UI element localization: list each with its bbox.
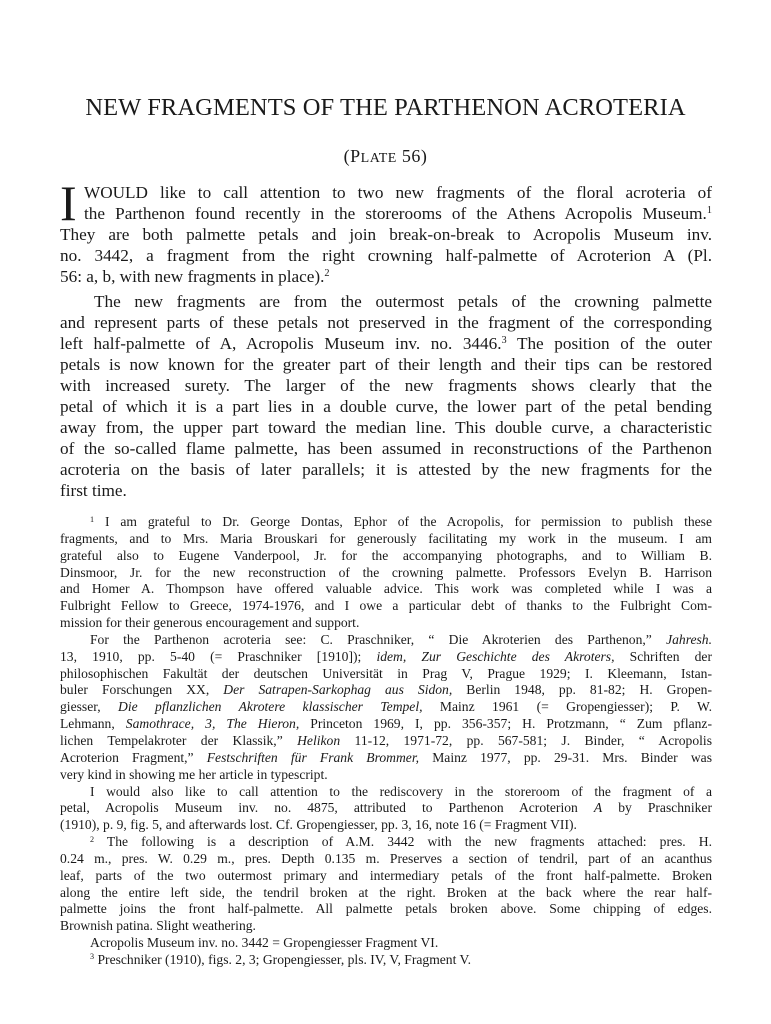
footnote-text: Preschniker (1910), figs. 2, 3; Gropengiesser, pls. IV, V, Fragment V.	[97, 951, 471, 967]
body-line	[60, 266, 712, 287]
body-line: away from, the upper part toward the median line. This double curve, a characteristic	[60, 418, 712, 437]
footnote-line	[60, 716, 712, 733]
footnote-line	[60, 649, 712, 666]
footnote-line	[60, 834, 712, 851]
paragraph-2	[60, 291, 712, 501]
footnote-line	[60, 682, 712, 699]
footnote-number-1: 1	[90, 514, 95, 524]
body-line-text: The position of the outer	[516, 334, 713, 353]
footnote-text: I am grateful to Dr. George Dontas, Ephor of the Acropolis, for permission to publish these	[104, 514, 712, 529]
footnote-line	[60, 699, 712, 716]
footnote-text: giesser,	[60, 699, 101, 715]
body-line	[84, 203, 712, 224]
footnote-text: Princeton 1969, I, pp. 356-357; H. Protzmann, “ Zum pflanz-	[310, 716, 712, 732]
footnote-line: Brownish patina. Slight weathering.	[60, 918, 256, 934]
body-line: They are both palmette petals and join break-on-break to Acropolis Museum inv.	[60, 225, 712, 244]
footnote-line: fragments, and to Mrs. Maria Brouskari for generously facilitating my work in the museum. I am	[60, 530, 712, 546]
footnote-text: by Praschniker	[618, 800, 712, 816]
plate-open: (P	[343, 146, 361, 166]
footnote-line	[60, 800, 712, 817]
body-line: of the so-called flame palmette, has been assumed in reconstructions of the Parthenon	[60, 439, 712, 458]
footnote-line	[60, 750, 712, 767]
footnote-line: along the entire left side, the tendril broken at the right. Broken at the back where the rear half-	[60, 884, 712, 900]
footnote-ref-1: 1	[706, 205, 712, 217]
footnote-line: palmette joins the front half-palmette. All palmette petals broken above. Some chipping of edges.	[60, 901, 712, 917]
body-line	[60, 333, 712, 354]
footnote-line: philosophischen Fakultät der deutschen Universität in Prag V, Prague 1929; I. Kleemann, Istan-	[60, 665, 712, 681]
footnote-ref-2: 2	[324, 268, 330, 280]
footnote-line	[60, 514, 712, 531]
footnote-line: (1910), p. 9, fig. 5, and afterwards lost. Cf. Gropengiesser, pp. 3, 16, note 16 (= Fragment VII).	[60, 817, 577, 833]
book-title: Samothrace, 3, The Hieron,	[125, 716, 300, 732]
drop-cap: I	[60, 175, 77, 231]
footnote-text: Berlin 1948, pp. 81-82; H. Gropen-	[466, 682, 712, 698]
footnote-text: 13, 1910, pp. 5-40 (= Praschniker [1910]);	[60, 648, 362, 664]
body-line: no. 3442, a fragment from the right crowning half-palmette of Acroterion A (Pl.	[60, 246, 712, 265]
paragraph-1	[60, 175, 712, 287]
footnote-text: 11-12, 1971-72, pp. 567-581; J. Binder, “ Acropolis	[354, 732, 712, 748]
footnote-text: buler Forschungen XX,	[60, 682, 210, 698]
footnote-number-3: 3	[90, 952, 95, 962]
plate-reference	[0, 146, 771, 167]
footnote-line	[60, 632, 712, 649]
body-line: first time.	[60, 481, 127, 500]
footnote-line: grateful also to Eugene Vanderpool, Jr. for the accompanying photographs, and to William B.	[60, 547, 712, 563]
footnote-line: Fulbright Fellow to Greece, 1974-1976, and I owe a particular debt of thanks to the Fulbright Com-	[60, 598, 712, 614]
footnote-line: mission for their generous encouragement and support.	[60, 615, 360, 631]
body-line-text: left half-palmette of A, Acropolis Museum inv. no. 3446.	[60, 334, 502, 353]
footnote-text: Lehmann,	[60, 716, 115, 732]
footnotes	[60, 514, 712, 969]
plate-number: 56)	[401, 146, 428, 166]
footnote-line: leaf, parts of the two outermost primary and intermediary petals of the front half-palmette. Broken	[60, 867, 712, 883]
footnote-text: Mainz 1977, pp. 29-31. Mrs. Binder was	[432, 749, 713, 765]
footnote-line: Acropolis Museum inv. no. 3442 = Gropengiesser Fragment VI.	[90, 935, 439, 951]
footnote-number-2: 2	[90, 834, 95, 844]
footnote-line: and Homer A. Thompson have offered valuable advice. This work was completed while I was a	[60, 581, 712, 597]
footnote-text: Mainz 1961 (= Gropengiesser); P. W.	[439, 699, 712, 715]
body-line: petal of which it is a part lies in a double curve, the lower part of the petal bending	[60, 397, 712, 416]
book-title: Festschriften für Frank Brommer,	[206, 749, 420, 765]
footnote-text: For the Parthenon acroteria see: C. Praschniker, “ Die Akroterien des Parthenon,”	[90, 631, 652, 647]
book-title: idem, Zur Geschichte des Akroters,	[376, 648, 615, 664]
footnote-text: Acroterion Fragment,”	[60, 749, 194, 765]
footnote-text: The following is a description of A.M. 3442 with the new fragments attached: pres. H.	[106, 834, 712, 850]
body-line: with increased surety. The larger of the new fragments shows clearly that the	[60, 376, 712, 395]
footnote-line: Dinsmoor, Jr. for the new reconstruction of the crowning palmette. Professors Evelyn B. Harrison	[60, 564, 712, 580]
footnote-line: 0.24 m., pres. W. 0.29 m., pres. Depth 0.135 m. Preserves a section of tendril, part of an acanthus	[60, 850, 712, 866]
footnote-text: Schriften der	[629, 648, 712, 664]
body-line: and represent parts of these petals not preserved in the fragment of the corresponding	[60, 313, 712, 332]
plate-small-caps: LATE	[360, 151, 397, 166]
book-title: Die pflanzlichen Akrotere klassischer Tempel,	[118, 699, 423, 715]
footnote-ref-3: 3	[501, 335, 507, 347]
footnote-line: very kind in showing me her article in typescript.	[60, 766, 328, 782]
footnote-line: I would also like to call attention to the rediscovery in the storeroom of the fragment of a	[90, 783, 712, 799]
body-line: petals is now known for the greater part of their length and their tips can be restored	[60, 355, 712, 374]
acroterion-label: A	[593, 800, 603, 816]
journal-title: Jahresh.	[666, 631, 712, 647]
body-line-text: the Parthenon found recently in the storerooms of the Athens Acropolis Museum.	[84, 204, 707, 223]
footnote-line	[60, 952, 712, 969]
footnote-text: lichen Tempelakroter der Klassik,”	[60, 732, 283, 748]
body-line-text: 56: a, b, with new fragments in place).	[60, 267, 325, 286]
body-line: acroteria on the basis of later parallels; it is attested by the new fragments for the	[60, 460, 712, 479]
footnote-text: petal, Acropolis Museum inv. no. 4875, attributed to Parthenon Acroterion	[60, 800, 578, 816]
book-title: Der Satrapen-Sarkophag aus Sidon,	[223, 682, 453, 698]
body-line: WOULD like to call attention to two new fragments of the floral acroteria of	[84, 183, 712, 202]
footnote-line	[60, 733, 712, 750]
article-title: NEW FRAGMENTS OF THE PARTHENON ACROTERIA	[85, 94, 686, 121]
journal-title: Helikon	[297, 732, 341, 748]
body-line: The new fragments are from the outermost petals of the crowning palmette	[94, 292, 712, 311]
